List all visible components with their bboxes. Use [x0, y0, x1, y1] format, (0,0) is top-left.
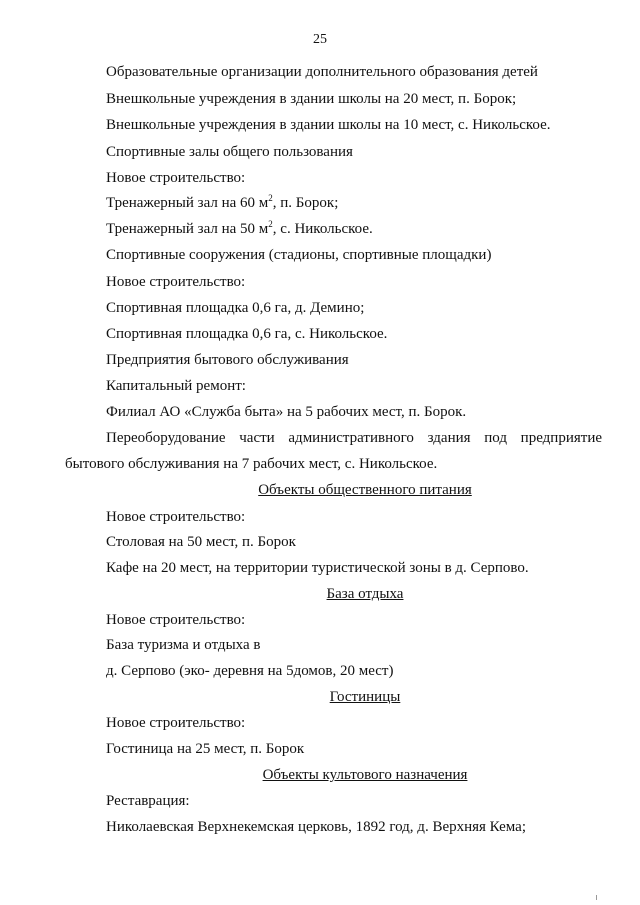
- text-line-nikolaev-church: Николаевская Верхнекемская церковь, 1892 год, д. Верхняя Кема;: [106, 819, 526, 835]
- text-line-gym-borok: [106, 194, 338, 212]
- text-line-restoration: Реставрация:: [106, 793, 190, 809]
- gym-borok-superscript: 2: [268, 193, 273, 203]
- text-line-sport-ground-demino: Спортивная площадка 0,6 га, д. Демино;: [106, 300, 365, 316]
- gym-nikolskoe-place: , с. Никольское.: [272, 221, 373, 237]
- text-line-nikolskoe-extracurricular: Внешкольные учреждения в здании школы на 10 мест, с. Никольское.: [106, 117, 551, 133]
- text-line-borok-extracurricular: Внешкольные учреждения в здании школы на 20 мест, п. Борок;: [106, 91, 517, 107]
- text-line-household-services: Предприятия бытового обслуживания: [106, 352, 349, 368]
- text-line-education-orgs: Образовательные организации дополнительного образования детей: [106, 64, 538, 80]
- section-heading-hotels: Гостиницы: [329, 689, 401, 705]
- text-line-reequipment: Переоборудование части административного здания под предприятие: [106, 430, 602, 446]
- text-line-cafe-serpovo: Кафе на 20 мест, на территории туристической зоны в д. Серпово.: [106, 560, 529, 576]
- text-line-new-construction-5: Новое строительство:: [106, 715, 246, 731]
- page-number: 25: [313, 32, 327, 47]
- gym-borok-place: , п. Борок;: [272, 195, 339, 211]
- gym-nikolskoe-text: Тренажерный зал на 50 м: [106, 221, 269, 237]
- text-line-new-construction-2: Новое строительство:: [106, 274, 246, 290]
- gym-borok-text: Тренажерный зал на 60 м: [106, 195, 269, 211]
- text-line-canteen-borok: Столовая на 50 мест, п. Борок: [106, 534, 296, 550]
- section-heading-religious-objects: Объекты культового назначения: [262, 767, 468, 783]
- text-line-reequipment-continued: бытового обслуживания на 7 рабочих мест, с. Никольское.: [65, 456, 438, 472]
- text-line-tourism-base: База туризма и отдыха в: [106, 637, 261, 653]
- text-line-capital-repair: Капитальный ремонт:: [106, 378, 246, 394]
- scan-mark: [596, 895, 597, 900]
- text-line-sport-halls: Спортивные залы общего пользования: [106, 144, 353, 160]
- text-line-new-construction-3: Новое строительство:: [106, 509, 246, 525]
- gym-nikolskoe-superscript: 2: [268, 219, 273, 229]
- text-line-sport-ground-nikolskoe: Спортивная площадка 0,6 га, с. Никольское.: [106, 326, 388, 342]
- section-heading-catering: Объекты общественного питания: [258, 482, 472, 498]
- text-line-service-branch: Филиал АО «Служба быта» на 5 рабочих мест, п. Борок.: [106, 404, 467, 420]
- text-line-sport-facilities: Спортивные сооружения (стадионы, спортивные площадки): [106, 247, 492, 263]
- text-line-gym-nikolskoe: [106, 220, 373, 238]
- section-heading-recreation-base: База отдыха: [326, 586, 404, 602]
- text-line-eco-village: д. Серпово (эко- деревня на 5домов, 20 мест): [106, 663, 394, 679]
- text-line-hotel-borok: Гостиница на 25 мест, п. Борок: [106, 741, 305, 757]
- text-line-new-construction-4: Новое строительство:: [106, 612, 246, 628]
- text-line-new-construction-1: Новое строительство:: [106, 170, 246, 186]
